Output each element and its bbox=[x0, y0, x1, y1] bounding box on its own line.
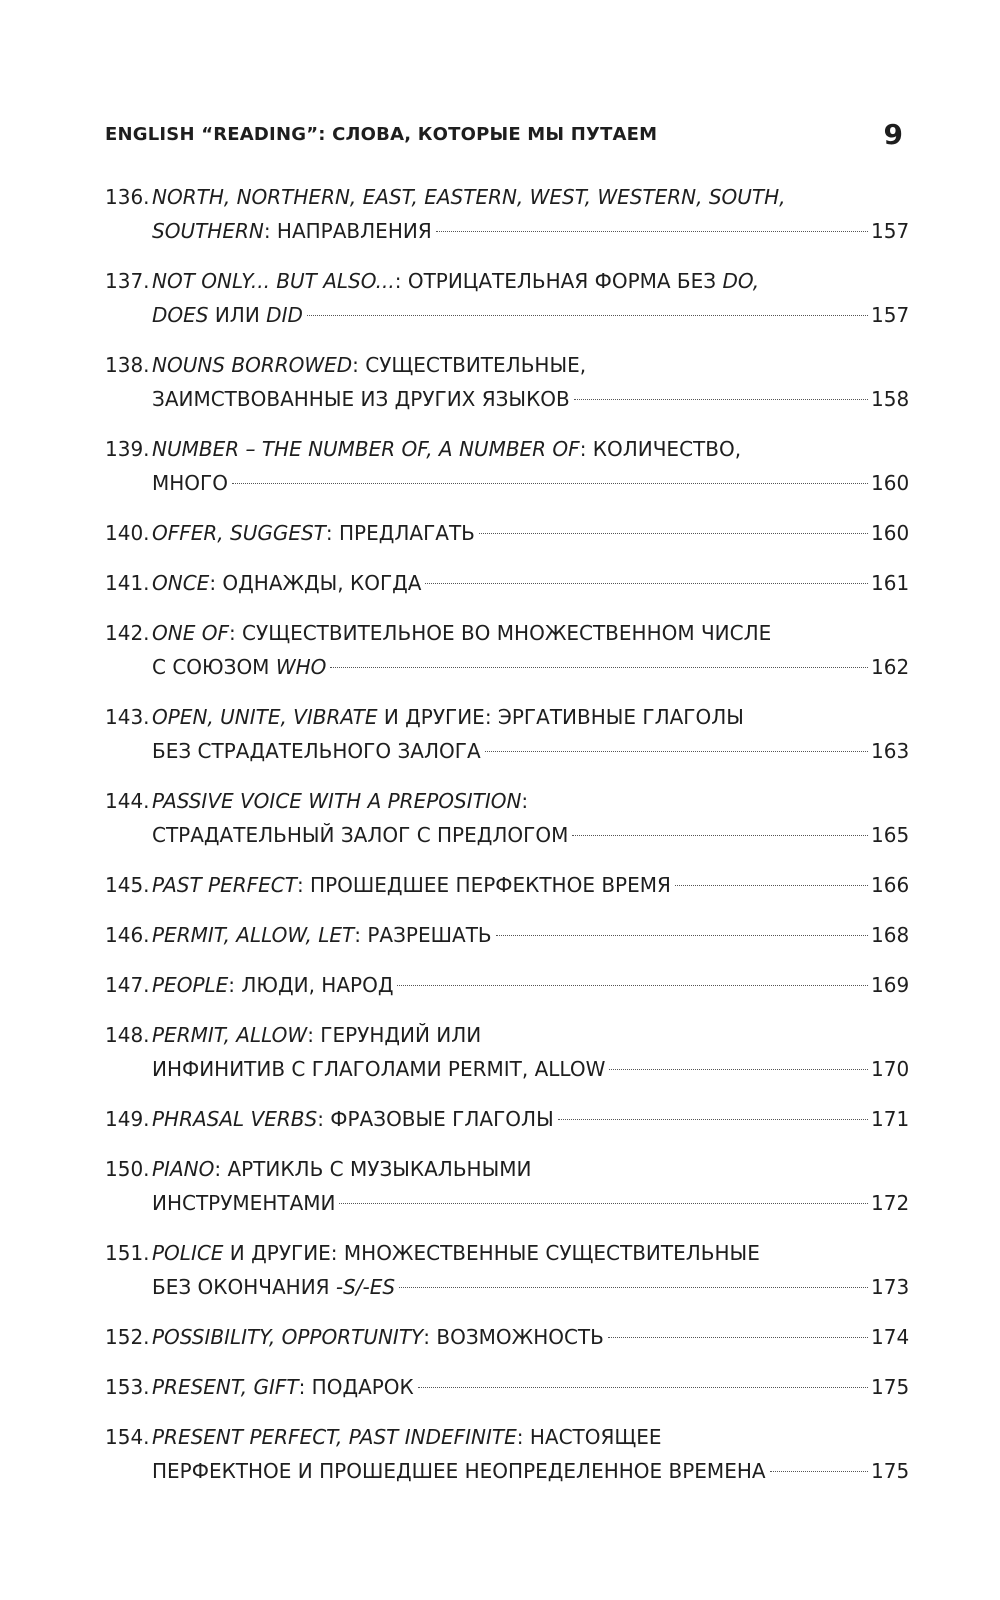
entry-last-line bbox=[152, 1270, 910, 1304]
entry-first-line bbox=[152, 1018, 903, 1052]
dot-leader bbox=[425, 583, 868, 584]
entry-first-line bbox=[152, 700, 903, 734]
entry-body bbox=[152, 566, 910, 600]
entry-first-line bbox=[152, 616, 903, 650]
entry-english-term: DID bbox=[266, 303, 303, 327]
entry-body bbox=[152, 968, 910, 1002]
entry-page-number: 166 bbox=[871, 873, 910, 897]
entry-russian-text: : ОТРИЦАТЕЛЬНАЯ ФОРМА БЕЗ bbox=[394, 269, 723, 293]
entry-russian-text: : ГЕРУНДИЙ ИЛИ bbox=[307, 1023, 482, 1047]
entry-body bbox=[152, 348, 910, 416]
entry-english-term: PIANO bbox=[152, 1157, 215, 1181]
entry-last-line bbox=[152, 1370, 910, 1404]
entry-number: 136. bbox=[105, 185, 150, 209]
dot-leader bbox=[496, 935, 868, 936]
entry-english-term: NUMBER – THE NUMBER OF, A NUMBER OF bbox=[152, 437, 580, 461]
entry-page-number: 175 bbox=[871, 1459, 910, 1483]
entry-last-line bbox=[152, 298, 910, 332]
entry-number: 140. bbox=[105, 521, 150, 545]
toc-entry[interactable] bbox=[105, 868, 910, 902]
entry-english-term: NOT ONLY... BUT ALSO... bbox=[152, 269, 395, 293]
entry-page-number: 173 bbox=[871, 1275, 910, 1299]
entry-body bbox=[152, 1018, 910, 1086]
entry-title-text bbox=[152, 1052, 605, 1086]
entry-russian-text: : ПОДАРОК bbox=[298, 1375, 414, 1399]
entry-page-number: 160 bbox=[871, 521, 910, 545]
entry-last-line bbox=[152, 918, 910, 952]
table-of-contents bbox=[105, 180, 910, 1504]
entry-title-text bbox=[152, 1102, 554, 1136]
entry-russian-text: : ПРЕДЛАГАТЬ bbox=[325, 521, 475, 545]
entry-title-text bbox=[152, 1186, 335, 1220]
entry-english-term: PRESENT, GIFT bbox=[152, 1375, 299, 1399]
entry-russian-text: : ПРОШЕДШЕЕ ПЕРФЕКТНОЕ ВРЕМЯ bbox=[296, 873, 671, 897]
entry-title-text bbox=[152, 466, 228, 500]
entry-russian-text: : СУЩЕСТВИТЕЛЬНЫЕ, bbox=[352, 353, 587, 377]
entry-english-term: PERMIT, ALLOW, LET bbox=[152, 923, 355, 947]
entry-last-line bbox=[152, 650, 910, 684]
entry-page-number: 157 bbox=[871, 219, 910, 243]
entry-page-number: 170 bbox=[871, 1057, 910, 1081]
dot-leader bbox=[436, 231, 868, 232]
toc-entry[interactable] bbox=[105, 1236, 910, 1304]
entry-russian-text: : ОДНАЖДЫ, КОГДА bbox=[209, 571, 422, 595]
entry-russian-text: : КОЛИЧЕСТВО, bbox=[579, 437, 742, 461]
dot-leader bbox=[558, 1119, 868, 1120]
entry-number: 154. bbox=[105, 1425, 150, 1449]
entry-number: 141. bbox=[105, 571, 150, 595]
entry-page-number: 163 bbox=[871, 739, 910, 763]
entry-russian-text: : ЛЮДИ, НАРОД bbox=[228, 973, 394, 997]
entry-english-term: DO, bbox=[722, 269, 760, 293]
entry-last-line bbox=[152, 868, 910, 902]
entry-title-text bbox=[152, 868, 671, 902]
entry-english-term: SOUTHERN bbox=[152, 219, 264, 243]
entry-russian-text: : ВОЗМОЖНОСТЬ bbox=[423, 1325, 604, 1349]
entry-last-line bbox=[152, 466, 910, 500]
entry-russian-text: МНОГО bbox=[152, 471, 228, 495]
dot-leader bbox=[609, 1069, 868, 1070]
toc-entry[interactable] bbox=[105, 264, 910, 332]
entry-page-number: 157 bbox=[871, 303, 910, 327]
dot-leader bbox=[339, 1203, 868, 1204]
entry-english-term: WHO bbox=[275, 655, 327, 679]
dot-leader bbox=[330, 667, 868, 668]
entry-russian-text: : РАЗРЕШАТЬ bbox=[354, 923, 492, 947]
entry-number: 146. bbox=[105, 923, 150, 947]
entry-page-number: 172 bbox=[871, 1191, 910, 1215]
toc-entry[interactable] bbox=[105, 1018, 910, 1086]
toc-entry[interactable] bbox=[105, 700, 910, 768]
entry-russian-text: И ДРУГИЕ: ЭРГАТИВНЫЕ ГЛАГОЛЫ bbox=[377, 705, 744, 729]
entry-english-term: -S/-ES bbox=[335, 1275, 396, 1299]
entry-last-line bbox=[152, 968, 910, 1002]
entry-last-line bbox=[152, 1186, 910, 1220]
toc-entry[interactable] bbox=[105, 1320, 910, 1354]
entry-russian-text: : ФРАЗОВЫЕ ГЛАГОЛЫ bbox=[317, 1107, 554, 1131]
dot-leader bbox=[307, 315, 868, 316]
toc-entry[interactable] bbox=[105, 1370, 910, 1404]
entry-english-term: PHRASAL VERBS bbox=[152, 1107, 318, 1131]
entry-number: 138. bbox=[105, 353, 150, 377]
entry-body bbox=[152, 1320, 910, 1354]
entry-russian-text: БЕЗ ОКОНЧАНИЯ bbox=[152, 1275, 336, 1299]
dot-leader bbox=[485, 751, 868, 752]
entry-russian-text: И ДРУГИЕ: МНОЖЕСТВЕННЫЕ СУЩЕСТВИТЕЛЬНЫЕ bbox=[223, 1241, 760, 1265]
entry-last-line bbox=[152, 566, 910, 600]
toc-entry[interactable] bbox=[105, 784, 910, 852]
entry-last-line bbox=[152, 214, 910, 248]
entry-number: 142. bbox=[105, 621, 150, 645]
entry-first-line bbox=[152, 1236, 903, 1270]
entry-number: 151. bbox=[105, 1241, 150, 1265]
entry-english-term: PERMIT, ALLOW bbox=[152, 1023, 308, 1047]
entry-last-line bbox=[152, 734, 910, 768]
dot-leader bbox=[574, 399, 868, 400]
entry-english-term: DOES bbox=[152, 303, 209, 327]
entry-title-text bbox=[152, 566, 421, 600]
entry-number: 150. bbox=[105, 1157, 150, 1181]
entry-page-number: 169 bbox=[871, 973, 910, 997]
entry-english-term: NOUNS BORROWED bbox=[152, 353, 353, 377]
entry-english-term: PRESENT PERFECT, PAST INDEFINITE bbox=[152, 1425, 517, 1449]
entry-body bbox=[152, 1370, 910, 1404]
entry-last-line bbox=[152, 818, 910, 852]
entry-english-term: PASSIVE VOICE WITH A PREPOSITION bbox=[152, 789, 522, 813]
entry-body bbox=[152, 1420, 910, 1488]
entry-russian-text: ИНСТРУМЕНТАМИ bbox=[152, 1191, 336, 1215]
entry-russian-text: СТРАДАТЕЛЬНЫЙ ЗАЛОГ С ПРЕДЛОГОМ bbox=[152, 823, 569, 847]
entry-title-text bbox=[152, 968, 393, 1002]
entry-russian-text: БЕЗ СТРАДАТЕЛЬНОГО ЗАЛОГА bbox=[152, 739, 481, 763]
entry-number: 139. bbox=[105, 437, 150, 461]
entry-russian-text: ПЕРФЕКТНОЕ И ПРОШЕДШЕЕ НЕОПРЕДЕЛЕННОЕ ВРЕМЕНА bbox=[152, 1459, 766, 1483]
toc-entry[interactable] bbox=[105, 432, 910, 500]
entry-russian-text: : НАПРАВЛЕНИЯ bbox=[263, 219, 432, 243]
dot-leader bbox=[418, 1387, 868, 1388]
entry-english-term: PAST PERFECT bbox=[152, 873, 297, 897]
toc-entry[interactable] bbox=[105, 918, 910, 952]
entry-title-text bbox=[152, 298, 303, 332]
entry-page-number: 161 bbox=[871, 571, 910, 595]
entry-english-term: POSSIBILITY, OPPORTUNITY bbox=[152, 1325, 424, 1349]
entry-russian-text: С СОЮЗОМ bbox=[152, 655, 276, 679]
dot-leader bbox=[770, 1471, 868, 1472]
dot-leader bbox=[479, 533, 868, 534]
entry-russian-text: : НАСТОЯЩЕЕ bbox=[516, 1425, 662, 1449]
entry-page-number: 162 bbox=[871, 655, 910, 679]
entry-russian-text: ИЛИ bbox=[208, 303, 267, 327]
entry-body bbox=[152, 868, 910, 902]
entry-russian-text: ИНФИНИТИВ С ГЛАГОЛАМИ PERMIT, ALLOW bbox=[152, 1057, 606, 1081]
entry-body bbox=[152, 700, 910, 768]
toc-entry[interactable] bbox=[105, 566, 910, 600]
entry-number: 145. bbox=[105, 873, 150, 897]
entry-page-number: 174 bbox=[871, 1325, 910, 1349]
entry-first-line bbox=[152, 348, 903, 382]
entry-body bbox=[152, 432, 910, 500]
entry-russian-text: ЗАИМСТВОВАННЫЕ ИЗ ДРУГИХ ЯЗЫКОВ bbox=[152, 387, 570, 411]
entry-number: 147. bbox=[105, 973, 150, 997]
entry-first-line bbox=[152, 784, 903, 818]
entry-english-term: NORTH, NORTHERN, EAST, EASTERN, WEST, WESTERN, SOUTH, bbox=[152, 185, 786, 209]
running-title: ENGLISH “READING”: СЛОВА, КОТОРЫЕ МЫ ПУТАЕМ bbox=[105, 124, 658, 145]
entry-english-term: OFFER, SUGGEST bbox=[152, 521, 326, 545]
entry-body bbox=[152, 516, 910, 550]
toc-entry[interactable] bbox=[105, 1102, 910, 1136]
entry-title-text bbox=[152, 734, 481, 768]
entry-page-number: 165 bbox=[871, 823, 910, 847]
entry-title-text bbox=[152, 516, 475, 550]
entry-russian-text: : СУЩЕСТВИТЕЛЬНОЕ ВО МНОЖЕСТВЕННОМ ЧИСЛЕ bbox=[228, 621, 772, 645]
entry-body bbox=[152, 1102, 910, 1136]
dot-leader bbox=[572, 835, 868, 836]
entry-body bbox=[152, 264, 910, 332]
entry-last-line bbox=[152, 1320, 910, 1354]
dot-leader bbox=[399, 1287, 868, 1288]
entry-english-term: OPEN, UNITE, VIBRATE bbox=[152, 705, 378, 729]
entry-english-term: POLICE bbox=[152, 1241, 224, 1265]
toc-entry[interactable] bbox=[105, 1152, 910, 1220]
entry-number: 148. bbox=[105, 1023, 150, 1047]
dot-leader bbox=[608, 1337, 868, 1338]
entry-number: 153. bbox=[105, 1375, 150, 1399]
toc-entry[interactable] bbox=[105, 616, 910, 684]
entry-first-line bbox=[152, 264, 903, 298]
entry-title-text bbox=[152, 1320, 604, 1354]
entry-body bbox=[152, 616, 910, 684]
page-number: 9 bbox=[883, 118, 903, 151]
entry-title-text bbox=[152, 1370, 414, 1404]
toc-entry[interactable] bbox=[105, 968, 910, 1002]
entry-number: 143. bbox=[105, 705, 150, 729]
entry-first-line bbox=[152, 432, 903, 466]
entry-title-text bbox=[152, 214, 432, 248]
toc-entry[interactable] bbox=[105, 180, 910, 248]
dot-leader bbox=[675, 885, 868, 886]
entry-title-text bbox=[152, 818, 568, 852]
entry-last-line bbox=[152, 1454, 910, 1488]
dot-leader bbox=[232, 483, 868, 484]
entry-title-text bbox=[152, 650, 326, 684]
page-header bbox=[105, 118, 903, 150]
dot-leader bbox=[397, 985, 868, 986]
entry-body bbox=[152, 918, 910, 952]
entry-first-line bbox=[152, 1420, 903, 1454]
entry-english-term: ONCE bbox=[152, 571, 210, 595]
entry-russian-text: : АРТИКЛЬ С МУЗЫКАЛЬНЫМИ bbox=[214, 1157, 532, 1181]
entry-number: 144. bbox=[105, 789, 150, 813]
entry-last-line bbox=[152, 516, 910, 550]
entry-number: 137. bbox=[105, 269, 150, 293]
entry-last-line bbox=[152, 382, 910, 416]
entry-title-text bbox=[152, 382, 570, 416]
entry-page-number: 168 bbox=[871, 923, 910, 947]
entry-body bbox=[152, 1236, 910, 1304]
entry-first-line bbox=[152, 1152, 903, 1186]
entry-page-number: 158 bbox=[871, 387, 910, 411]
entry-english-term: ONE OF bbox=[152, 621, 229, 645]
entry-russian-text: : bbox=[521, 789, 529, 813]
entry-body bbox=[152, 1152, 910, 1220]
entry-body bbox=[152, 784, 910, 852]
entry-english-term: PEOPLE bbox=[152, 973, 229, 997]
entry-title-text bbox=[152, 918, 492, 952]
toc-entry[interactable] bbox=[105, 516, 910, 550]
entry-title-text bbox=[152, 1270, 395, 1304]
entry-page-number: 175 bbox=[871, 1375, 910, 1399]
entry-body bbox=[152, 180, 910, 248]
entry-number: 149. bbox=[105, 1107, 150, 1131]
entry-last-line bbox=[152, 1052, 910, 1086]
entry-last-line bbox=[152, 1102, 910, 1136]
entry-number: 152. bbox=[105, 1325, 150, 1349]
entry-first-line bbox=[152, 180, 903, 214]
toc-entry[interactable] bbox=[105, 1420, 910, 1488]
entry-page-number: 160 bbox=[871, 471, 910, 495]
entry-page-number: 171 bbox=[871, 1107, 910, 1131]
toc-entry[interactable] bbox=[105, 348, 910, 416]
entry-title-text bbox=[152, 1454, 766, 1488]
